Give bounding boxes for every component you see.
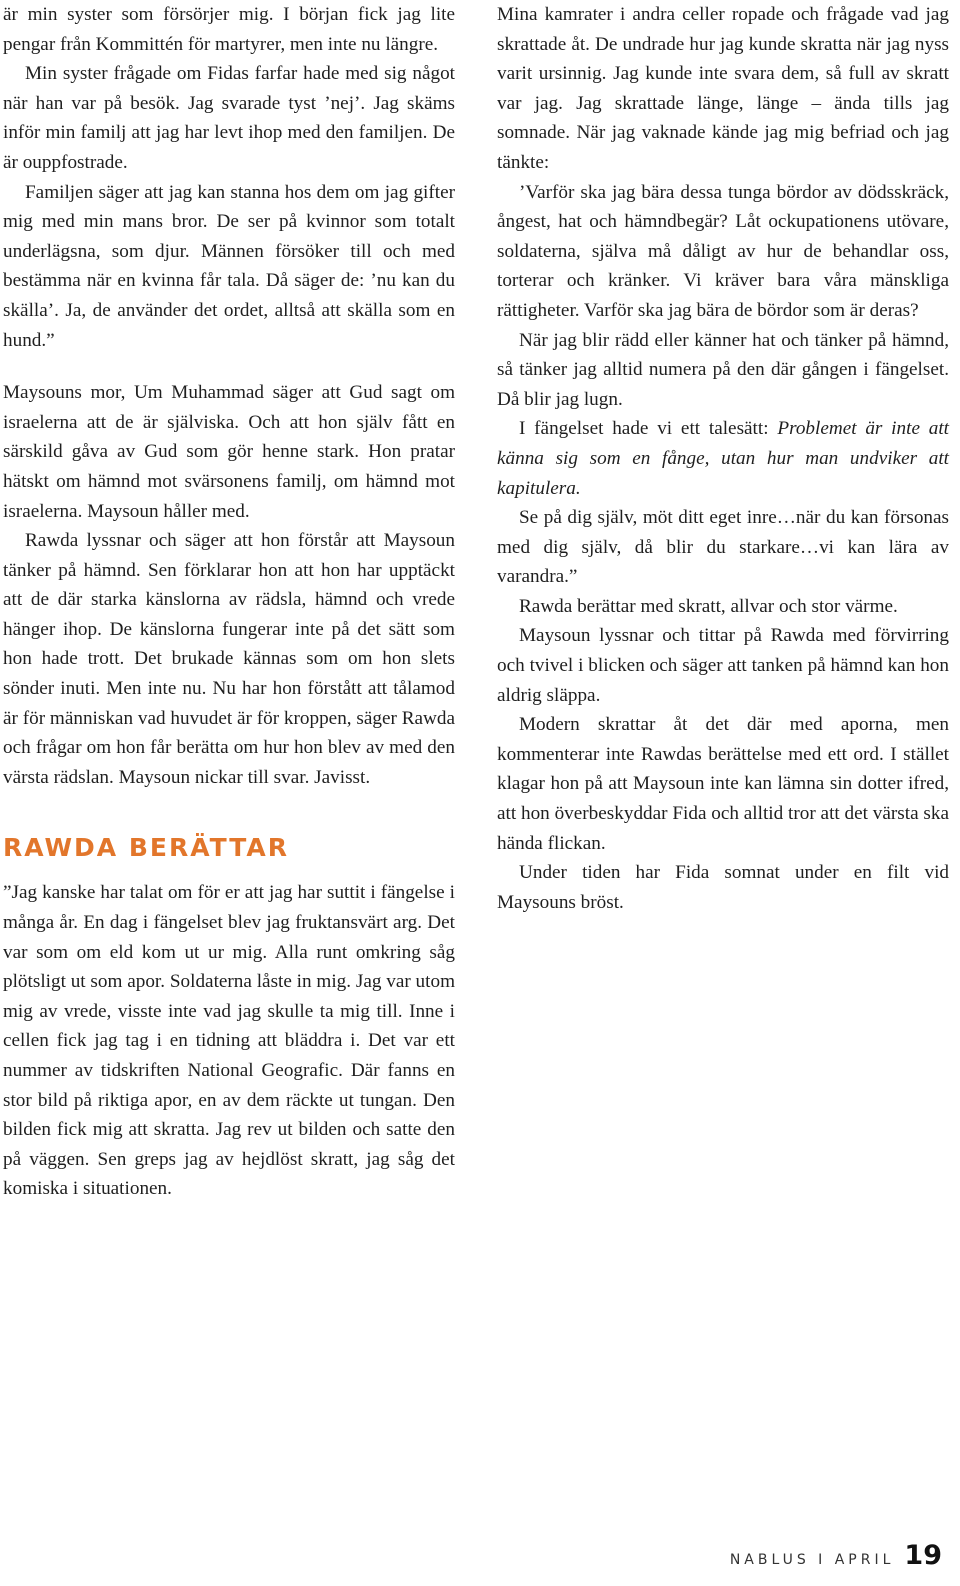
right-column (497, 0, 949, 917)
page-number: 19 (904, 1540, 942, 1571)
paragraph: Under tiden har Fida somnat under en filt vid Maysouns bröst. (497, 862, 949, 913)
paragraph-with-quote (497, 414, 949, 503)
paragraph: Se på dig själv, möt ditt eget inre…när du kan försonas med dig själv, då blir du starkare…vi kan lära av varandra.” (497, 507, 949, 588)
paragraph: Familjen säger att jag kan stanna hos dem om jag gifter mig med min mans bror. De ser på kvinnor som totalt underlägsna, som djur. Männen försöker till och med bestämma när en kvinna får tala. Då säger de: ’nu kan du skälla’. Ja, de använder det ordet, alltså att skälla som en hund.” (3, 181, 455, 351)
running-footer-label: NABLUS I APRIL (729, 1552, 895, 1568)
paragraph: När jag blir rädd eller känner hat och tänker på hämnd, så tänker jag alltid numera på den där gången i fängelset. Då blir jag lugn. (497, 329, 949, 410)
paragraph-text: I fängelset hade vi ett talesätt: (519, 418, 778, 440)
paragraph: Rawda lyssnar och säger att hon förstår att Maysoun tänker på hämnd. Sen förklarar hon att hon har upptäckt att de där starka känslorna av rädsla, hämnd och vrede hänger ihop. De känslorna fungerar inte på det sätt som hon hade trott. Det brukade kännas som om hon slets sönder inuti. Men inte nu. Nu har hon förstått att tålamod är för människan vad huvudet är för kroppen, säger Rawda och frågar om hon får berätta om hur hon blev av med den värsta rädslan. Maysoun nickar till svar. Javisst. (3, 530, 455, 788)
paragraph: Maysouns mor, Um Muhammad säger att Gud sagt om israelerna att de är själviska. Och att hon själv fått en särskild gåva av Gud som gör henne stark. Hon pratar hätskt om hämnd mot svärsonens familj, om hämnd mot israelerna. Maysoun håller med. (3, 382, 455, 522)
left-column (3, 0, 455, 1204)
paragraph: ”Jag kanske har talat om för er att jag har suttit i fängelse i många år. En dag i fängelset blev jag fruktansvärt arg. Det var som om eld kom ut ur mig. Alla runt omkring såg plötsligt ut som apor. Soldaterna låste in mig. Jag var utom mig av vrede, visste inte vad jag skulle ta mig till. Inne i cellen fick jag tag i en tidning att bläddra i. Det var ett nummer av tidskriften National Geografic. Där fanns en stor bild på riktiga apor, en av dem räckte ut tungan. Den bilden fick mig att skratta. Jag rev ut bilden och satte den på väggen. Sen greps jag av hejdlöst skratt, jag såg det komiska i situationen. (3, 882, 455, 1200)
paragraph: Maysoun lyssnar och tittar på Rawda med förvirring och tvivel i blicken och säger att tanken på hämnd kan hon aldrig släppa. (497, 625, 949, 706)
italic-saying: Problemet är inte att känna sig som en fånge, utan hur man undviker att kapitulera. (497, 418, 949, 499)
paragraph: Min syster frågade om Fidas farfar hade med sig något när han var på besök. Jag svarade tyst ’nej’. Jag skäms inför min familj att jag har levt ihop med den familjen. De är ouppfostrade. (3, 63, 455, 173)
section-heading: RAWDA BERÄTTAR (3, 833, 289, 863)
paragraph: ’Varför ska jag bära dessa tunga bördor av dödsskräck, ångest, hat och hämndbegär? Låt ockupationens utövare, soldaterna, själva må dåligt av hur de behandlar oss, torterar och kränker. Vi kräver bara våra mänskliga rättigheter. Varför ska jag bära de bördor som är deras? (497, 181, 949, 321)
paragraph: Rawda berättar med skratt, allvar och stor värme. (519, 595, 898, 617)
paragraph: Mina kamrater i andra celler ropade och frågade vad jag skrattade åt. De undrade hur jag kunde skratta när jag nyss varit ursinnig. Jag kunde inte svara dem, så full av skratt var jag. Jag skrattade länge, länge – ända tills jag somnade. När jag vaknade kände jag mig befriad och jag tänkte: (497, 4, 949, 173)
paragraph: är min syster som försörjer mig. I början fick jag lite pengar från Kommittén för martyrer, men inte nu längre. (3, 4, 455, 55)
paragraph: Modern skrattar åt det där med aporna, men kommenterar inte Rawdas berättelse med ett ord. I stället klagar hon på att Maysoun inte kan lämna sin dotter ifred, att hon överbeskyddar Fida och alltid tror att det värsta ska hända flickan. (497, 714, 949, 854)
page-footer (730, 1540, 942, 1571)
